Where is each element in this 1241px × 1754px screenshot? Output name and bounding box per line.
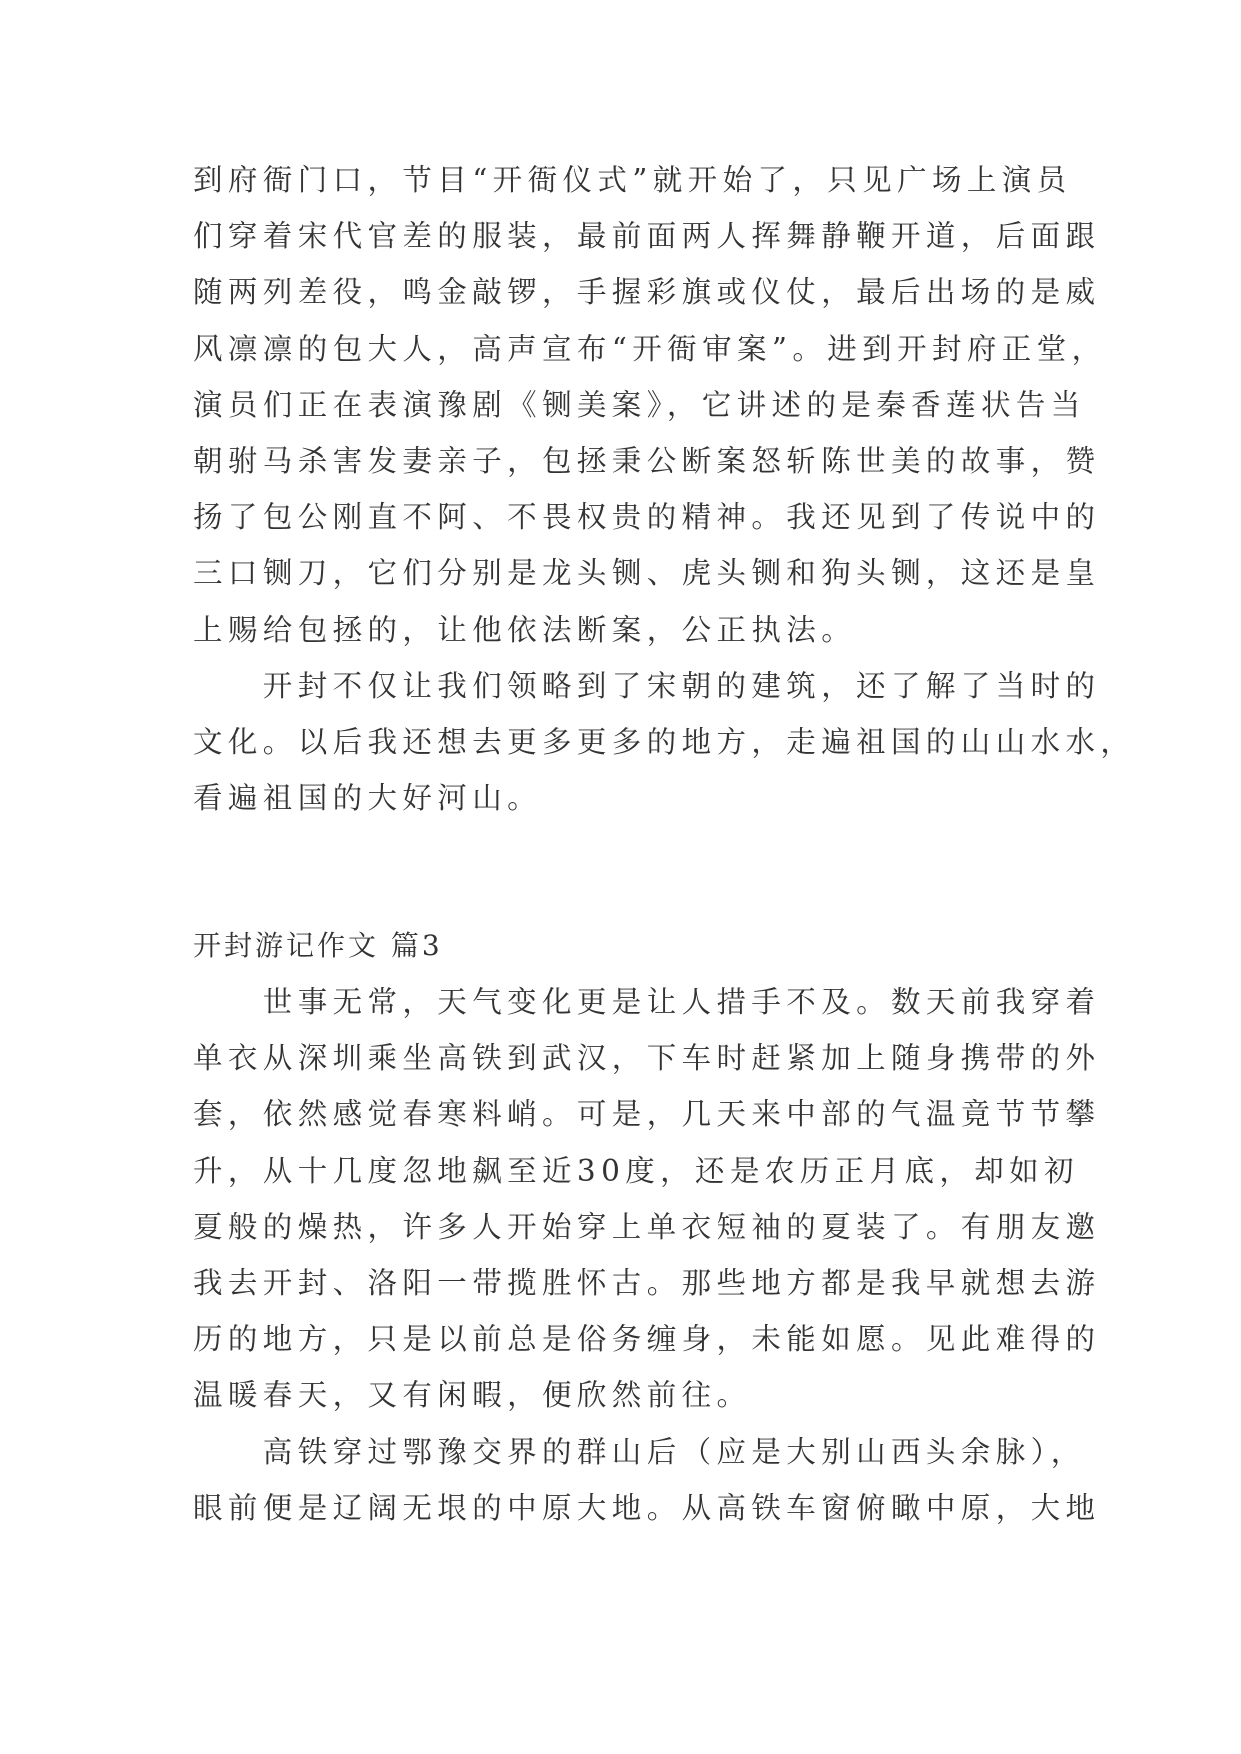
text-line: 眼前便是辽阔无垠的中原大地。从高铁车窗俯瞰中原，大地 [193,1490,1101,1525]
text-line: 风凛凛的包大人，高声宣布“开衙审案”。进到开封府正堂， [193,331,1107,366]
body-text-block-2 [193,974,1101,1536]
text-line: 上赐给包拯的，让他依法断案，公正执法。 [193,612,857,647]
text-line: 夏般的燥热，许多人开始穿上单衣短袖的夏装了。有朋友邀 [193,1209,1101,1244]
text-line: 文化。以后我还想去更多更多的地方，走遍祖国的山山水水， [193,724,1136,759]
text-line: 升，从十几度忽地飙至近30度，还是农历正月底，却如初 [193,1153,1079,1188]
text-line: 三口铡刀，它们分别是龙头铡、虎头铡和狗头铡，这还是皇 [193,556,1101,591]
text-line: 开封不仅让我们领略到了宋朝的建筑，还了解了当时的 [193,668,1101,703]
text-line: 历的地方，只是以前总是俗务缠身，未能如愿。见此难得的 [193,1322,1101,1357]
text-line: 扬了包公刚直不阿、不畏权贵的精神。我还见到了传说中的 [193,500,1101,535]
section-heading: 开封游记作文 篇3 [193,929,443,962]
text-line: 到府衙门口，节目“开衙仪式”就开始了，只见广场上演员 [193,163,1072,197]
text-line: 单衣从深圳乘坐高铁到武汉，下车时赶紧加上随身携带的外 [193,1041,1101,1076]
text-line: 套，依然感觉春寒料峭。可是，几天来中部的气温竟节节攀 [193,1097,1101,1132]
text-line: 看遍祖国的大好河山。 [193,781,543,816]
text-line: 演员们正在表演豫剧《铡美案》，它讲述的是秦香莲状告当 [193,387,1086,422]
text-line: 随两列差役，鸣金敲锣，手握彩旗或仪仗，最后出场的是威 [193,275,1101,310]
text-line: 高铁穿过鄂豫交界的群山后（应是大别山西头余脉）， [193,1434,1086,1469]
text-line: 温暖春天，又有闲暇，便欣然前往。 [193,1378,752,1413]
text-line: 世事无常，天气变化更是让人措手不及。数天前我穿着 [193,985,1101,1019]
text-line: 们穿着宋代官差的服装，最前面两人挥舞静鞭开道，后面跟 [193,219,1101,254]
text-line: 朝驸马杀害发妻亲子，包拯秉公断案怒斩陈世美的故事，赞 [193,443,1101,478]
body-text-block-1 [193,152,1136,826]
text-line: 我去开封、洛阳一带揽胜怀古。那些地方都是我早就想去游 [193,1265,1101,1300]
